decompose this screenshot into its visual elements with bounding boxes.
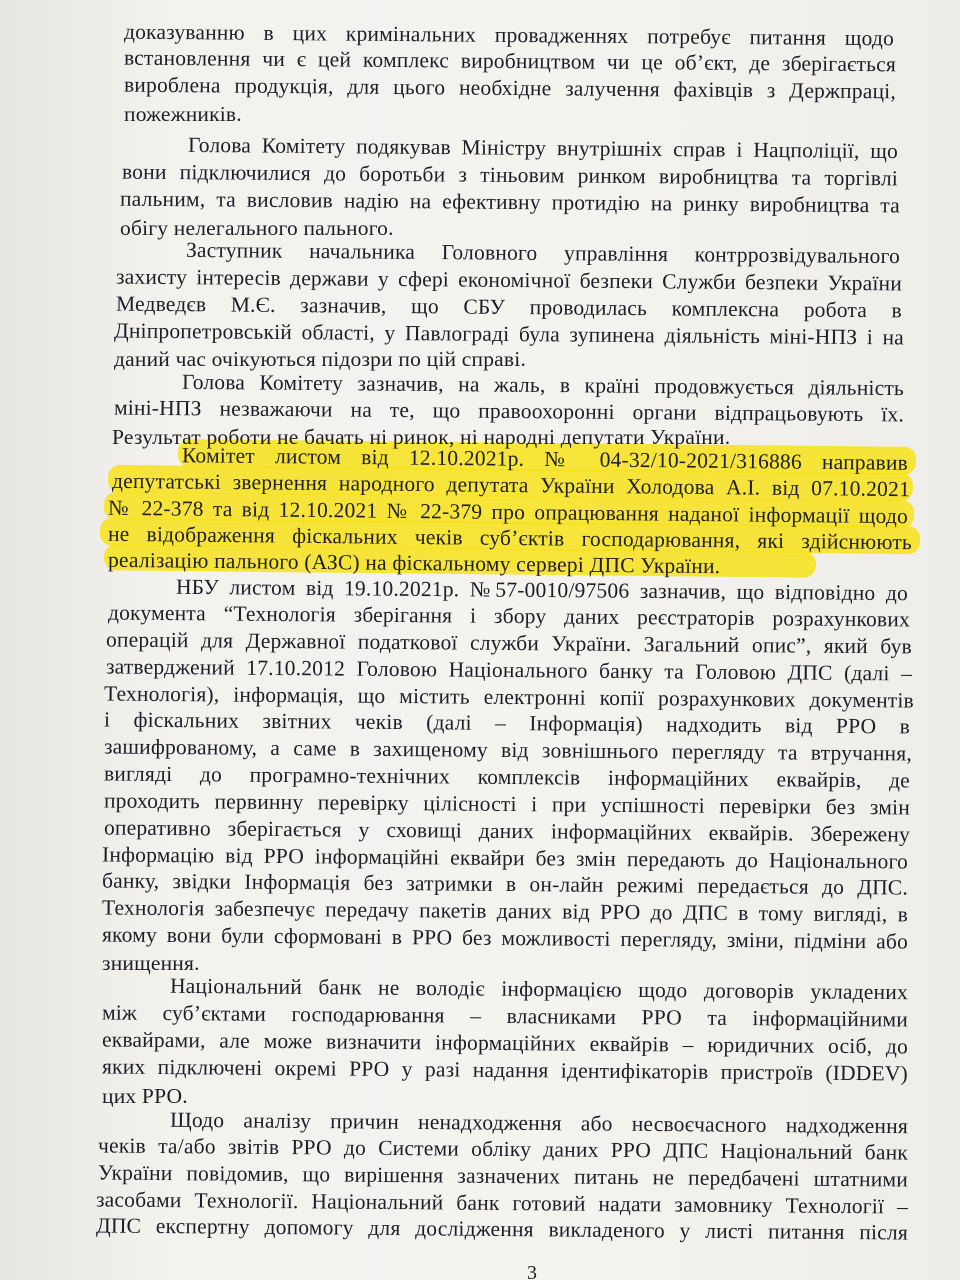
text-line: встановлення чи є цей комплекс виробництвом чи це об’єкт, де зберігається — [123, 45, 897, 77]
text-line: еквайрами, але може визначити інформаційних еквайрів – юридичних осіб, до — [101, 1027, 909, 1059]
text-line: вони підключилися до боротьби з тіньовим ринком виробництва та торгівлі — [121, 159, 899, 191]
text-line: даний час очікуються підозри по цій справі. — [114, 347, 527, 371]
text-line: Результат роботи не бачать ні ринок, ні народні депутати України. — [112, 425, 731, 449]
text-line: знищення. — [102, 951, 200, 975]
text-line: яких підключені окремі РРО у разі надання ідентифікаторів пристроїв (IDDEV) — [101, 1054, 909, 1086]
text-line: вигляді до програмно-технічних комплексів інформаційних еквайрів, де — [103, 761, 911, 793]
text-line: чеків та/або звітів РРО до Системи обліку даних РРО ДПС Національний банк — [97, 1133, 909, 1165]
text-line: і фіскальних звітних чеків (далі – Інформація) надходить від РРО в — [103, 707, 911, 739]
text-line: вироблена продукція, для цього необхідне залучення фахівців з Держпраці, — [123, 72, 897, 104]
text-line: Голова Комітету зазначив, на жаль, в країні продовжується діяльність — [181, 369, 905, 401]
text-line: документа “Технологія зберігання і збору даних реєстраторів розрахункових — [107, 600, 911, 632]
text-line: обігу нелегального пального. — [120, 216, 394, 240]
text-line: якому вони були сформовані в РРО без можливості перегляду, зміни, підміни або — [101, 922, 909, 954]
text-line: Заступник начальника Головного управління контррозвідувального — [185, 237, 901, 269]
text-line: цих РРО. — [102, 1084, 188, 1108]
text-line: Дніпропетровській області, у Павлограді була зупинена діяльність міні-НПЗ і на — [113, 318, 905, 350]
text-line: пожежників. — [124, 102, 242, 126]
text-line: ДПС експертну допомогу для дослідження викладеного у листі питання після — [95, 1213, 909, 1245]
text-line: Технологія), інформація, що містить електронні копії розрахункових документів — [103, 681, 915, 713]
text-line: Технологія забезпечує передачу пакетів даних від РРО до ДПС в тому вигляді, в — [101, 895, 909, 927]
text-line: Медведєв М.Є. зазначив, що СБУ проводилась комплексна робота в — [115, 291, 903, 323]
text-line: міні-НПЗ незважаючи на те, що правоохоронні органи відпрацьовують їх. — [113, 395, 905, 427]
highlighted-text-line: Комітет листом від 12.10.2021р. № 04-32/10-2021/316886 направив — [181, 443, 909, 475]
highlighted-text-line: депутатські звернення народного депутата України Холодова А.І. від 07.10.2021 — [111, 468, 911, 502]
text-line: банку, звідки Інформація без затримки в он-лайн режимі передається до ДПС. — [101, 868, 909, 900]
highlighted-text-line: не відображення фіскальних чеків суб’єктів господарювання, які здійснюють — [107, 521, 913, 555]
text-line: затверджений 17.10.2012 Головою Національного банку та Головою ДПС (далі – — [105, 654, 913, 686]
text-line: операцій для Державної податкової служби України. Загальний опис”, який був — [105, 627, 913, 659]
text-line: Інформацію від РРО інформаційні еквайри без змін передають до Національного — [101, 842, 909, 874]
text-line: України повідомив, що вирішення зазначених питань не передбачені штатними — [97, 1160, 909, 1192]
highlighted-text-line: № 22-378 та від 12.10.2021 № 22-379 про опрацювання наданої інформації щодо — [107, 495, 909, 529]
text-line: доказуванню в цих кримінальних провадженнях потребує питання щодо — [123, 19, 895, 51]
text-line: між суб’єктами господарювання – власниками РРО та інформаційними — [101, 1000, 909, 1032]
text-line: НБУ листом від 19.10.2021р. №57-0010/97506 зазначив, що відповідно до — [175, 574, 909, 606]
page-number: 3 — [527, 1262, 537, 1280]
text-line: проходить первинну перевірку цілісності і при успішності перевірки без змін — [103, 788, 911, 820]
text-line: пальним, та висловив надію на ефективну протидію на ринку виробництва та — [119, 186, 901, 218]
text-line: Щодо аналізу причин ненадходження або несвоєчасного надходження — [169, 1107, 909, 1139]
text-line: Національний банк не володіє інформацією щодо договорів укладених — [169, 973, 909, 1005]
text-line: Голова Комітету подякував Міністру внутрішніх справ і Нацполіції, що — [187, 132, 899, 164]
highlighted-text-line: реалізацію пального (АЗС) на фіскальному сервері ДПС України. — [107, 547, 721, 579]
text-line: оперативно зберігається у сховищі даних інформаційних еквайрів. Збережену — [103, 815, 911, 847]
text-line: зашифрованому, а саме в захищеному від зовнішнього перегляду та втручання, — [103, 734, 913, 766]
text-line: засобами Технології. Національний банк готовий надати замовнику Технології – — [95, 1187, 909, 1219]
text-line: захисту інтересів держави у сфері економічної безпеки Служби безпеки України — [115, 264, 903, 296]
